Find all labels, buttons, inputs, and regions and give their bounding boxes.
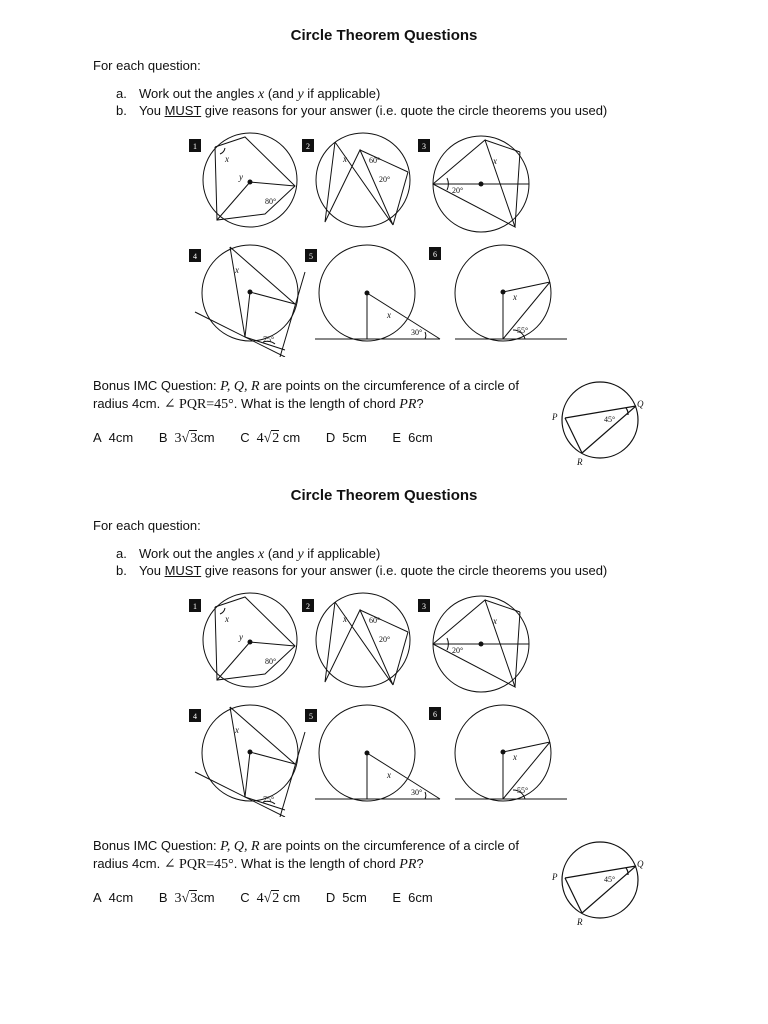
q5-angle-label: 30° (411, 328, 423, 337)
bonus-question (93, 377, 543, 413)
bonus-label-q: Q (637, 859, 644, 869)
option-unit: cm (197, 890, 215, 905)
option-e (392, 430, 432, 445)
bonus-label-p: P (552, 872, 558, 882)
q2-label-x: x (343, 614, 347, 624)
option-coef: 3 (174, 431, 182, 446)
instruction-text: You (139, 563, 165, 578)
answer-options (93, 890, 455, 907)
bonus-points: P, Q, R (220, 379, 260, 394)
question-diagrams (185, 132, 585, 357)
q1-label-y: y (239, 632, 243, 642)
q5-label-x: x (387, 770, 391, 780)
instruction-text: give reasons for your answer (i.e. quote the circle theorems you used) (201, 563, 608, 578)
bonus-text: . What is the length of chord (233, 856, 400, 871)
q5-angle-label: 30° (411, 788, 423, 797)
q3-angle-label: 20° (452, 646, 464, 655)
option-b (159, 890, 215, 907)
option-letter: D (325, 430, 336, 445)
q2-angle-60-label: 60° (369, 156, 381, 165)
bonus-text: are points on the circumference of a circle of radius 4cm. (93, 838, 519, 871)
option-d (326, 430, 367, 445)
q5-label-x: x (387, 310, 391, 320)
question-6-diagram (455, 245, 567, 341)
question-5-number: 5 (309, 712, 313, 721)
instruction-a (116, 86, 380, 103)
option-d (326, 890, 367, 905)
q2-angle-20-label: 20° (379, 175, 391, 184)
worksheet-section (0, 0, 768, 467)
option-letter: E (392, 890, 402, 905)
bonus-label-q: Q (637, 399, 644, 409)
question-2-number: 2 (306, 142, 310, 151)
q1-label-x: x (225, 154, 229, 164)
bonus-end: ? (416, 396, 424, 411)
variable-y: y (297, 547, 304, 562)
bonus-diagram (546, 840, 646, 930)
option-letter: C (240, 890, 250, 905)
question-5-diagram (315, 705, 440, 801)
answer-options (93, 430, 455, 447)
option-value: 5cm (342, 430, 367, 445)
q6-label-x: x (513, 292, 517, 302)
must-emphasis: MUST (164, 103, 202, 118)
q6-label-x: x (513, 752, 517, 762)
bonus-angle-label: 45° (604, 415, 616, 424)
q2-angle-60-label: 60° (369, 616, 381, 625)
option-b (159, 430, 215, 447)
option-coef: 4 (256, 891, 264, 906)
bonus-question (93, 837, 543, 873)
instruction-b (116, 103, 607, 118)
bonus-chord: PR (399, 397, 417, 412)
bonus-label-p: P (552, 412, 558, 422)
instruction-marker: a. (116, 546, 127, 561)
question-6-number: 6 (433, 250, 437, 259)
option-c (240, 890, 300, 907)
bonus-chord: PR (399, 857, 417, 872)
instruction-text: You (139, 103, 165, 118)
option-a (93, 890, 133, 905)
q1-angle-label: 80° (265, 197, 277, 206)
question-5-diagram (315, 245, 440, 341)
variable-y: y (297, 87, 304, 102)
option-letter: B (158, 430, 168, 445)
option-coef: 4 (256, 431, 264, 446)
q2-label-x: x (343, 154, 347, 164)
q1-label-x: x (225, 614, 229, 624)
option-letter: D (325, 890, 336, 905)
option-letter: C (240, 430, 250, 445)
q3-label-x: x (493, 616, 497, 626)
question-4-diagram (195, 245, 305, 357)
bonus-points: P, Q, R (220, 839, 260, 854)
instruction-marker: b. (116, 103, 127, 118)
q3-angle-label: 20° (452, 186, 464, 195)
page-title: Circle Theorem Questions (290, 27, 478, 44)
bonus-angle-label: 45° (604, 875, 616, 884)
instruction-text: give reasons for your answer (i.e. quote the circle theorems you used) (201, 103, 608, 118)
bonus-angle: ∠ PQR=45° (163, 397, 234, 412)
instruction-text: if applicable) (303, 546, 381, 561)
question-2-number: 2 (306, 602, 310, 611)
instruction-text: Work out the angles (139, 546, 258, 561)
instruction-text: if applicable) (303, 86, 381, 101)
instruction-b (116, 563, 607, 578)
q4-label-x: x (235, 265, 239, 275)
q3-label-x: x (493, 156, 497, 166)
q6-angle-label: 55° (517, 786, 529, 795)
question-3-number: 3 (422, 142, 426, 151)
option-letter: A (93, 430, 102, 445)
q1-angle-label: 80° (265, 657, 277, 666)
page-title: Circle Theorem Questions (290, 487, 478, 504)
q1-label-y: y (239, 172, 243, 182)
option-value: 6cm (408, 430, 433, 445)
option-letter: B (158, 890, 168, 905)
bonus-text: . What is the length of chord (233, 396, 400, 411)
instruction-marker: a. (116, 86, 127, 101)
instruction-marker: b. (116, 563, 127, 578)
bonus-label-r: R (577, 917, 583, 927)
instruction-text: Work out the angles (139, 86, 258, 101)
bonus-label-r: R (577, 457, 583, 467)
option-value: 6cm (408, 890, 433, 905)
option-letter: E (392, 430, 402, 445)
question-2-diagram (316, 133, 410, 227)
question-6-number: 6 (433, 710, 437, 719)
option-unit: cm (197, 430, 215, 445)
question-3-number: 3 (422, 602, 426, 611)
bonus-diagram (546, 380, 646, 470)
bonus-angle: ∠ PQR=45° (163, 857, 234, 872)
q4-angle-label: 75° (263, 795, 275, 804)
option-letter: A (93, 890, 102, 905)
question-diagrams (185, 592, 585, 817)
option-unit: cm (279, 430, 301, 445)
option-value: 4cm (108, 430, 134, 445)
worksheet-section (0, 460, 768, 927)
option-value: 4cm (108, 890, 134, 905)
option-coef: 3 (174, 891, 182, 906)
instruction-a (116, 546, 380, 563)
q6-angle-label: 55° (517, 326, 529, 335)
option-root: √ (263, 891, 272, 906)
option-c (240, 430, 300, 447)
question-4-number: 4 (193, 712, 197, 721)
instruction-text: (and (264, 546, 298, 561)
option-e (392, 890, 432, 905)
variable-x: x (258, 87, 265, 102)
q4-angle-label: 75° (263, 335, 275, 344)
option-root: √ (181, 431, 190, 446)
intro-text: For each question: (93, 58, 201, 73)
question-4-number: 4 (193, 252, 197, 261)
bonus-lead: Bonus IMC Question: (93, 378, 221, 393)
question-1-number: 1 (193, 142, 197, 151)
must-emphasis: MUST (164, 563, 202, 578)
bonus-text: are points on the circumference of a circle of radius 4cm. (93, 378, 519, 411)
intro-text: For each question: (93, 518, 201, 533)
question-5-number: 5 (309, 252, 313, 261)
option-radicand: 3 (190, 431, 198, 446)
option-root: √ (263, 431, 272, 446)
option-radicand: 3 (190, 891, 198, 906)
option-value: 5cm (342, 890, 367, 905)
question-2-diagram (316, 593, 410, 687)
q2-angle-20-label: 20° (379, 635, 391, 644)
variable-x: x (258, 547, 265, 562)
option-unit: cm (279, 890, 301, 905)
question-6-diagram (455, 705, 567, 801)
option-root: √ (181, 891, 190, 906)
option-radicand: 2 (272, 431, 280, 446)
instruction-text: (and (264, 86, 298, 101)
q4-label-x: x (235, 725, 239, 735)
bonus-end: ? (416, 856, 424, 871)
bonus-lead: Bonus IMC Question: (93, 838, 221, 853)
question-1-number: 1 (193, 602, 197, 611)
option-a (93, 430, 133, 445)
option-radicand: 2 (272, 891, 280, 906)
question-4-diagram (195, 705, 305, 817)
